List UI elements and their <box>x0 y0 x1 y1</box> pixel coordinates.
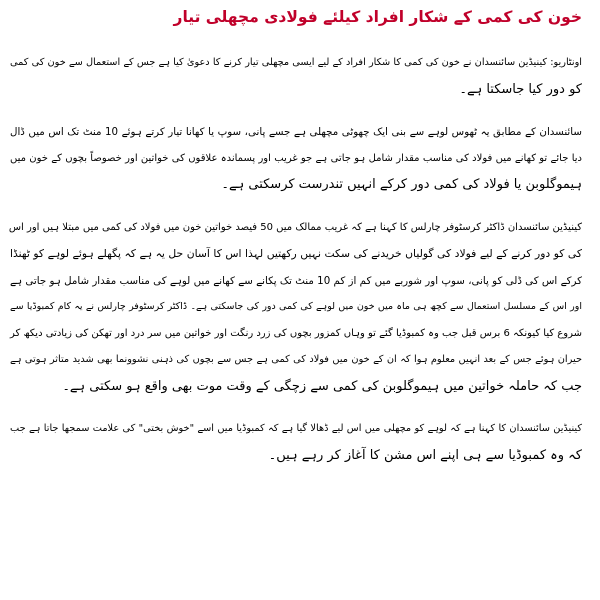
paragraph-line: کہ وہ کمبوڈیا سے ہی اپنے اس مشن کا آغاز کر رہے ہیں۔ <box>268 447 582 463</box>
paragraph-line: ہیموگلوبن یا فولاد کی کمی دور کرکے انہیں تندرست کرسکتی ہے۔ <box>221 177 582 192</box>
article-paragraph <box>10 119 582 199</box>
article-title: خون کی کمی کے شکار افراد کیلئے فولادی مچھلی تیار <box>173 8 582 26</box>
paragraph-line: اونٹاریو: کینیڈین سائنسدان نے خون کی کمی کا شکار افراد کے لیے ایسی مچھلی تیار کرنے کا دعویٰ کیا ہے جس کے استعمال سے خون کی کمی <box>10 57 582 68</box>
paragraph-line: دیا جائے تو کھانے میں فولاد کی مناسب مقدار شامل ہو جاتی ہے جو غریب اور پسماندہ علاقوں کی خواتین اور خصوصاً بچوں کے خون میں <box>10 152 582 164</box>
paragraph-line: کرکے اس کی ڈلی کو پانی، سوپ اور شوربے میں کم از کم 10 منٹ تک پکانے سے کھانے میں لوہے کی مناسب مقدار شامل ہو جاتی ہے <box>10 274 582 287</box>
article-paragraph <box>10 416 582 469</box>
article-paragraph <box>10 50 582 103</box>
paragraph-line: کینیڈین سائنسدان کا کہنا ہے کہ لوہے کو مچھلی میں اس لیے ڈھالا گیا ہے کہ کمبوڈیا میں اسے "خوش بختی" کی علامت سمجھا جاتا ہے جب <box>10 423 582 434</box>
paragraph-line: سائنسدان کے مطابق یہ ٹھوس لوہے سے بنی ایک چھوٹی مچھلی ہے جسے پانی، سوپ یا کھانا تیار کرتے ہوئے 10 منٹ تک اس میں ڈال <box>10 126 582 138</box>
paragraph-line: شروع کیا کیونکہ 6 برس قبل جب وہ کمبوڈیا گئے تو وہاں کمزور بچوں کی زرد رنگت اور خواتین میں سر درد اور تھکن کی زیادتی دیکھ کر <box>10 327 582 339</box>
paragraph-line: کو دور کیا جاسکتا ہے۔ <box>459 81 582 97</box>
article-paragraph <box>10 215 582 401</box>
paragraph-line: کی کو دور کرنے کے لیے فولاد کی گولیاں خریدنے کی سکت نہیں رکھتیں لہذا اس کا آسان حل یہ ہے کہ پگھلے ہوئے لوہے کو ٹھنڈا <box>10 247 582 260</box>
paragraph-line: حیران ہوئے جس کے بعد انہیں معلوم ہوا کہ ان کے خون میں فولاد کی کمی ہے جس سے بچوں کی ذہنی نشوونما بھی شدید متاثر ہوتی ہے <box>10 354 582 365</box>
paragraph-line: جب کہ حاملہ خواتین میں ہیموگلوبن کی کمی سے زچگی کے وقت موت بھی واقع ہو سکتی ہے۔ <box>62 378 582 394</box>
paragraph-line: کینیڈین سائنسدان ڈاکٹر کرسٹوفر چارلس کا کہنا ہے کہ غریب ممالک میں 50 فیصد خواتین خون میں فولاد کی کمی میں مبتلا ہیں اور اس <box>8 221 582 233</box>
paragraph-line: اور اس کے مسلسل استعمال سے کچھ ہی ماہ میں خون میں لوہے کی کمی دور کی جاسکتی ہے۔ ڈاکٹر کرسٹوفر چارلس نے یہ کام کمبوڈیا سے <box>10 301 582 312</box>
